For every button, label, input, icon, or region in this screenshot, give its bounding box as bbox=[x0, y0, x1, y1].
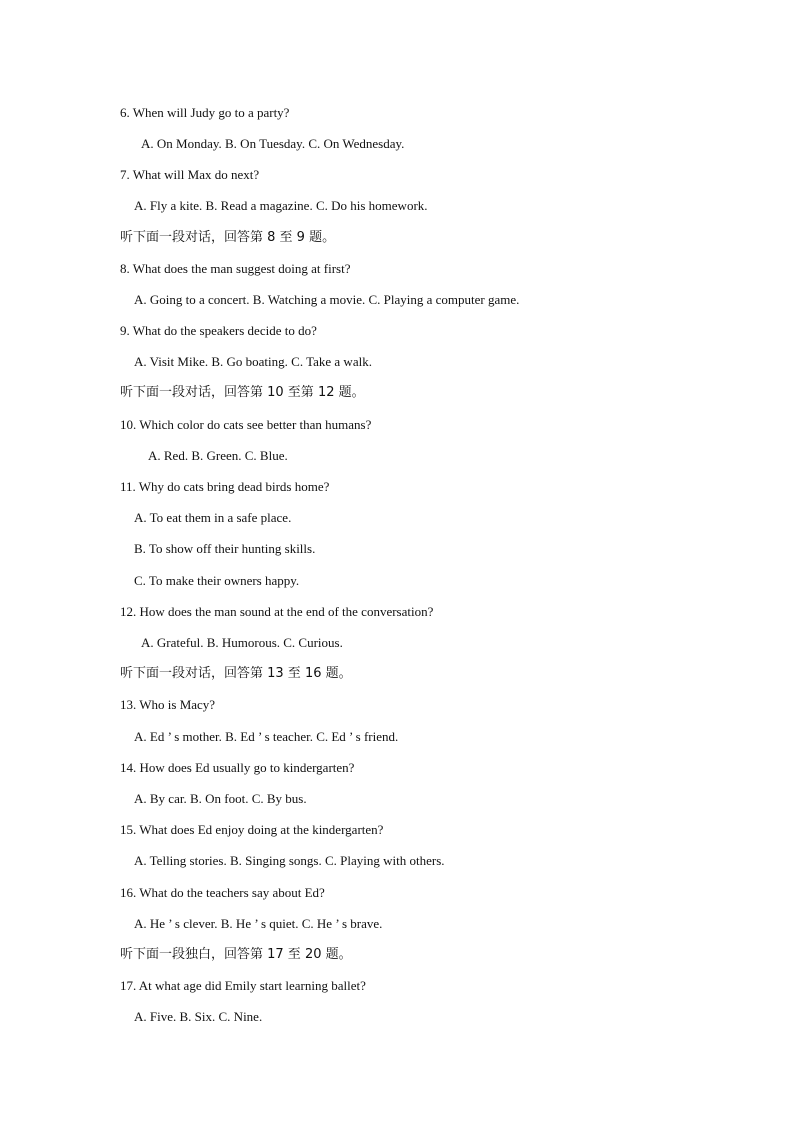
question-9: 9. What do the speakers decide to do? bbox=[120, 323, 317, 338]
question-16: 16. What do the teachers say about Ed? bbox=[120, 885, 325, 900]
options-7: A. Fly a kite. B. Read a magazine. C. Do his homework. bbox=[134, 198, 428, 213]
options-9: A. Visit Mike. B. Go boating. C. Take a walk. bbox=[134, 354, 372, 369]
option-11-b: B. To show off their hunting skills. bbox=[134, 541, 316, 556]
options-10: A. Red. B. Green. C. Blue. bbox=[148, 448, 288, 463]
options-17: A. Five. B. Six. C. Nine. bbox=[134, 1009, 263, 1024]
question-11: 11. Why do cats bring dead birds home? bbox=[120, 479, 330, 494]
options-6: A. On Monday. B. On Tuesday. C. On Wednesday. bbox=[141, 136, 405, 151]
question-10: 10. Which color do cats see better than humans? bbox=[120, 417, 372, 432]
question-15: 15. What does Ed enjoy doing at the kindergarten? bbox=[120, 822, 384, 837]
question-6: 6. When will Judy go to a party? bbox=[120, 105, 290, 120]
question-12: 12. How does the man sound at the end of the conversation? bbox=[120, 604, 434, 619]
options-15: A. Telling stories. B. Singing songs. C. Playing with others. bbox=[134, 853, 445, 868]
option-11-c: C. To make their owners happy. bbox=[134, 573, 300, 588]
options-8: A. Going to a concert. B. Watching a movie. C. Playing a computer game. bbox=[134, 292, 520, 307]
options-16: A. He ’ s clever. B. He ’ s quiet. C. He ’ s brave. bbox=[134, 916, 383, 931]
options-14: A. By car. B. On foot. C. By bus. bbox=[134, 791, 307, 806]
section-instruction-10-12: 听下面一段对话，回答第 10 至第 12 题。 bbox=[120, 385, 365, 400]
section-instruction-17-20: 听下面一段独白，回答第 17 至 20 题。 bbox=[120, 947, 352, 962]
question-13: 13. Who is Macy? bbox=[120, 697, 216, 712]
question-8: 8. What does the man suggest doing at first? bbox=[120, 261, 351, 276]
question-7: 7. What will Max do next? bbox=[120, 167, 260, 182]
option-11-a: A. To eat them in a safe place. bbox=[134, 510, 292, 525]
options-13: A. Ed ’ s mother. B. Ed ’ s teacher. C. Ed ’ s friend. bbox=[134, 729, 399, 744]
options-12: A. Grateful. B. Humorous. C. Curious. bbox=[141, 635, 343, 650]
question-17: 17. At what age did Emily start learning ballet? bbox=[120, 978, 366, 993]
section-instruction-13-16: 听下面一段对话，回答第 13 至 16 题。 bbox=[120, 666, 352, 681]
question-14: 14. How does Ed usually go to kindergarten? bbox=[120, 760, 355, 775]
section-instruction-8-9: 听下面一段对话，回答第 8 至 9 题。 bbox=[120, 230, 336, 245]
